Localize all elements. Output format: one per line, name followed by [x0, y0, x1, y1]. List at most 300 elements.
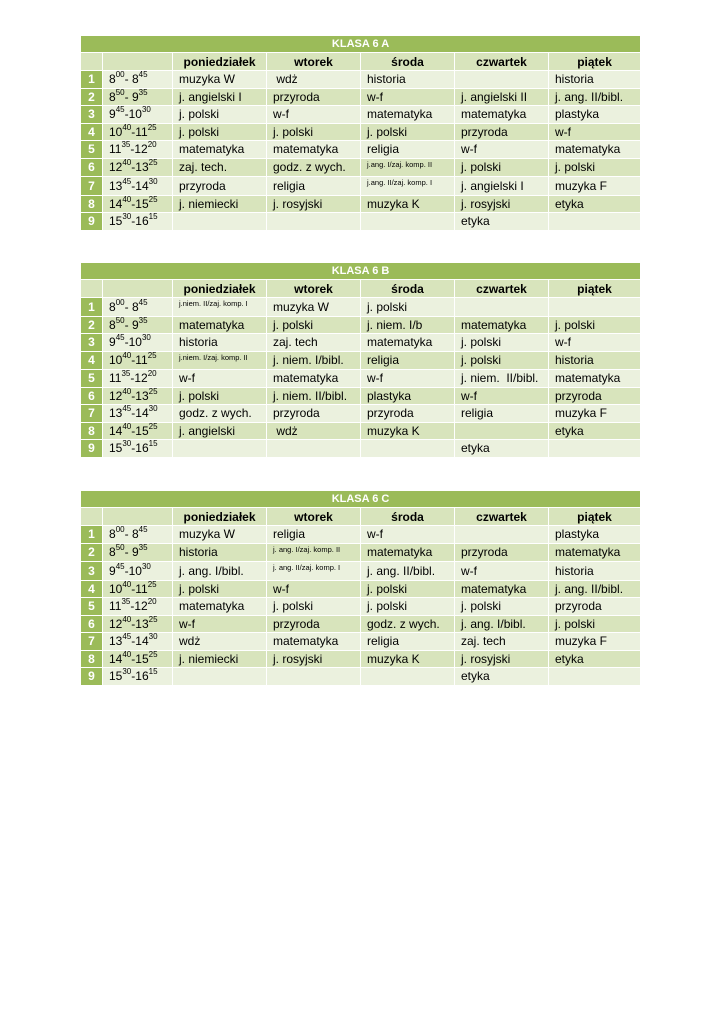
- class-title: KLASA 6 B: [81, 263, 641, 280]
- time-end-hour: 13: [135, 388, 149, 403]
- subject-cell: zaj. tech: [267, 334, 361, 352]
- subject-cell: religia: [267, 177, 361, 196]
- time-start-minute: 50: [115, 88, 125, 97]
- table-row: [81, 177, 641, 196]
- subject-cell: przyroda: [549, 387, 641, 405]
- time-end-minute: 30: [148, 176, 158, 186]
- time-end-minute: 15: [148, 439, 158, 449]
- time-separator: -: [131, 160, 136, 175]
- time-start-hour: 9: [109, 107, 116, 122]
- day-header: czwartek: [455, 280, 549, 298]
- subject-cell: j. polski: [455, 158, 549, 177]
- time-start-hour: 8: [109, 72, 116, 87]
- time-separator: -: [124, 335, 129, 350]
- time-start-minute: 45: [122, 176, 132, 186]
- lesson-number: 3: [81, 562, 103, 581]
- lesson-time: [103, 71, 173, 89]
- lesson-number: 6: [81, 615, 103, 633]
- subject-cell: j.ang. II/zaj. komp. I: [361, 177, 455, 196]
- time-start-hour: 15: [109, 441, 123, 456]
- subject-cell: przyroda: [173, 177, 267, 196]
- lesson-number: 1: [81, 298, 103, 317]
- lesson-number: 3: [81, 106, 103, 124]
- time-end-hour: 16: [135, 441, 149, 456]
- subject-cell: j. rosyjski: [267, 195, 361, 213]
- lesson-number: 4: [81, 351, 103, 370]
- subject-cell: plastyka: [549, 526, 641, 544]
- lesson-time: [103, 177, 173, 196]
- time-end-hour: 10: [128, 107, 142, 122]
- day-header: środa: [361, 280, 455, 298]
- subject-cell: wdż: [267, 71, 361, 89]
- lesson-time: [103, 298, 173, 317]
- time-start-minute: 40: [122, 422, 132, 431]
- subject-cell: etyka: [455, 213, 549, 231]
- subject-cell: [173, 440, 267, 458]
- subject-cell: etyka: [549, 650, 641, 668]
- time-separator: -: [124, 107, 129, 122]
- table-row: [81, 141, 641, 159]
- subject-cell: j. polski: [361, 298, 455, 317]
- time-start-minute: 00: [115, 70, 125, 80]
- time-separator: -: [131, 178, 136, 193]
- time-separator: -: [124, 317, 132, 332]
- subject-cell: muzyka K: [361, 422, 455, 440]
- subject-cell: j. polski: [361, 598, 455, 616]
- subject-cell: j. polski: [267, 316, 361, 334]
- time-end-hour: 8: [131, 527, 139, 542]
- day-header: piątek: [549, 280, 641, 298]
- lesson-time: [103, 370, 173, 388]
- time-separator: -: [131, 196, 136, 211]
- subject-cell: w-f: [267, 106, 361, 124]
- time-separator: -: [124, 545, 132, 560]
- table-row: [81, 633, 641, 651]
- subject-cell: j. angielski I: [455, 177, 549, 196]
- time-start-hour: 8: [109, 299, 116, 314]
- class-title-row: [81, 491, 641, 508]
- subject-cell: [549, 668, 641, 686]
- subject-cell: muzyka F: [549, 405, 641, 423]
- time-end-hour: 14: [135, 406, 149, 421]
- time-end-minute: 25: [148, 615, 158, 624]
- subject-cell: muzyka W: [173, 71, 267, 89]
- time-end-minute: 15: [148, 667, 158, 677]
- subject-cell: przyroda: [267, 405, 361, 423]
- subject-cell: historia: [549, 351, 641, 370]
- subject-cell: [455, 71, 549, 89]
- time-separator: -: [124, 527, 132, 542]
- lesson-number: 4: [81, 123, 103, 141]
- time-end-minute: 25: [147, 580, 157, 589]
- day-header: poniedziałek: [173, 53, 267, 71]
- lesson-number: 8: [81, 422, 103, 440]
- subject-cell: w-f: [361, 526, 455, 544]
- subject-cell: j. rosyjski: [455, 650, 549, 668]
- time-start-hour: 10: [109, 124, 123, 139]
- lesson-number: 9: [81, 213, 103, 231]
- subject-cell: j. ang. I/zaj. komp. II: [267, 543, 361, 562]
- lesson-number: 9: [81, 668, 103, 686]
- subject-cell: j. polski: [173, 387, 267, 405]
- time-start-minute: 40: [122, 387, 132, 396]
- time-start-hour: 10: [109, 581, 123, 596]
- lesson-number: 3: [81, 334, 103, 352]
- lesson-number: 5: [81, 370, 103, 388]
- day-header: wtorek: [267, 280, 361, 298]
- lesson-time: [103, 562, 173, 581]
- time-end-minute: 30: [141, 333, 151, 343]
- time-separator: -: [131, 441, 136, 456]
- lesson-time: [103, 195, 173, 213]
- subject-cell: j. polski: [173, 580, 267, 598]
- subject-cell: matematyka: [455, 106, 549, 124]
- subject-cell: [267, 213, 361, 231]
- subject-cell: j. polski: [455, 598, 549, 616]
- table-row: [81, 213, 641, 231]
- time-start-minute: 40: [122, 650, 132, 659]
- lesson-time: [103, 387, 173, 405]
- time-separator: -: [131, 634, 136, 649]
- lesson-number: 1: [81, 71, 103, 89]
- time-start-minute: 40: [122, 195, 132, 204]
- time-start-minute: 40: [122, 580, 132, 589]
- subject-cell: muzyka W: [173, 526, 267, 544]
- time-end-minute: 30: [141, 561, 151, 571]
- subject-cell: godz. z wych.: [173, 405, 267, 423]
- subject-cell: etyka: [549, 195, 641, 213]
- time-start-minute: 50: [115, 543, 125, 553]
- subject-cell: religia: [361, 141, 455, 159]
- day-header: wtorek: [267, 508, 361, 526]
- time-end-minute: 30: [141, 105, 151, 115]
- lesson-number: 6: [81, 158, 103, 177]
- time-start-hour: 9: [109, 335, 116, 350]
- time-end-hour: 8: [131, 72, 139, 87]
- time-end-hour: 8: [131, 299, 139, 314]
- subject-cell: w-f: [455, 387, 549, 405]
- subject-cell: [267, 440, 361, 458]
- subject-cell: historia: [549, 562, 641, 581]
- table-row: [81, 123, 641, 141]
- time-end-minute: 35: [138, 316, 148, 325]
- time-separator: -: [131, 651, 136, 666]
- subject-cell: j. niem. II/bibl.: [267, 387, 361, 405]
- table-row: [81, 543, 641, 562]
- lesson-time: [103, 351, 173, 370]
- time-start-minute: 35: [121, 597, 131, 607]
- time-start-hour: 11: [109, 371, 122, 386]
- table-row: [81, 106, 641, 124]
- time-separator: -: [124, 89, 132, 104]
- table-row: [81, 650, 641, 668]
- table-row: [81, 370, 641, 388]
- time-end-hour: 15: [135, 423, 149, 438]
- table-row: [81, 580, 641, 598]
- subject-cell: j. niem. I/b: [361, 316, 455, 334]
- time-end-minute: 35: [138, 88, 148, 97]
- time-separator: -: [131, 423, 136, 438]
- time-separator: -: [131, 406, 136, 421]
- lesson-number: 8: [81, 195, 103, 213]
- subject-cell: j.ang. I/zaj. komp. II: [361, 158, 455, 177]
- time-end-hour: 10: [128, 335, 142, 350]
- subject-cell: w-f: [361, 88, 455, 106]
- time-start-minute: 45: [115, 333, 125, 343]
- time-start-minute: 00: [115, 525, 125, 535]
- subject-cell: [549, 440, 641, 458]
- lesson-time: [103, 526, 173, 544]
- subject-cell: matematyka: [173, 316, 267, 334]
- time-start-minute: 35: [121, 369, 131, 379]
- lesson-time: [103, 334, 173, 352]
- day-header: wtorek: [267, 53, 361, 71]
- lesson-number: 4: [81, 580, 103, 598]
- time-start-hour: 11: [109, 142, 122, 157]
- lesson-time: [103, 141, 173, 159]
- subject-cell: matematyka: [455, 580, 549, 598]
- class-title-row: [81, 263, 641, 280]
- class-title: KLASA 6 A: [81, 36, 641, 53]
- time-end-minute: 30: [148, 632, 158, 642]
- subject-cell: przyroda: [361, 405, 455, 423]
- table-row: [81, 351, 641, 370]
- time-end-minute: 25: [148, 650, 158, 659]
- subject-cell: j. polski: [455, 351, 549, 370]
- subject-cell: [267, 668, 361, 686]
- subject-cell: religia: [455, 405, 549, 423]
- header-blank-time: [103, 280, 173, 298]
- lesson-time: [103, 158, 173, 177]
- subject-cell: [455, 526, 549, 544]
- day-header: środa: [361, 508, 455, 526]
- subject-cell: matematyka: [549, 543, 641, 562]
- time-start-minute: 45: [122, 632, 132, 642]
- subject-cell: j. polski: [549, 158, 641, 177]
- subject-cell: przyroda: [267, 88, 361, 106]
- time-end-minute: 25: [148, 422, 158, 431]
- subject-cell: w-f: [549, 123, 641, 141]
- lesson-time: [103, 668, 173, 686]
- lesson-number: 5: [81, 598, 103, 616]
- subject-cell: etyka: [549, 422, 641, 440]
- time-start-hour: 8: [109, 89, 116, 104]
- day-header: piątek: [549, 508, 641, 526]
- time-end-minute: 20: [147, 597, 157, 607]
- time-start-minute: 45: [122, 404, 132, 414]
- time-end-minute: 45: [138, 70, 148, 80]
- subject-cell: j. angielski: [173, 422, 267, 440]
- lesson-time: [103, 316, 173, 334]
- time-end-hour: 9: [131, 545, 139, 560]
- subject-cell: j. niemiecki: [173, 195, 267, 213]
- subject-cell: w-f: [267, 580, 361, 598]
- subject-cell: j.niem. II/zaj. komp. I: [173, 298, 267, 317]
- time-end-hour: 14: [135, 634, 149, 649]
- table-row: [81, 615, 641, 633]
- subject-cell: j. rosyjski: [267, 650, 361, 668]
- time-end-minute: 20: [147, 369, 157, 379]
- subject-cell: j. angielski I: [173, 88, 267, 106]
- subject-cell: j. angielski II: [455, 88, 549, 106]
- time-start-hour: 14: [109, 196, 123, 211]
- time-end-hour: 11: [135, 124, 148, 139]
- time-separator: -: [131, 353, 136, 368]
- time-start-hour: 15: [109, 214, 123, 229]
- lesson-time: [103, 580, 173, 598]
- time-start-minute: 30: [122, 439, 132, 449]
- subject-cell: muzyka F: [549, 177, 641, 196]
- day-header-row: [81, 53, 641, 71]
- schedule-table-3: [80, 490, 641, 686]
- lesson-time: [103, 633, 173, 651]
- time-start-minute: 40: [122, 615, 132, 624]
- time-start-hour: 14: [109, 423, 123, 438]
- time-start-minute: 30: [122, 667, 132, 677]
- subject-cell: j. polski: [549, 615, 641, 633]
- lesson-number: 5: [81, 141, 103, 159]
- time-start-hour: 12: [109, 160, 123, 175]
- time-end-hour: 16: [135, 669, 149, 684]
- subject-cell: [549, 298, 641, 317]
- subject-cell: j. niem. II/bibl.: [455, 370, 549, 388]
- subject-cell: etyka: [455, 668, 549, 686]
- subject-cell: j. polski: [361, 123, 455, 141]
- subject-cell: religia: [361, 633, 455, 651]
- lesson-time: [103, 598, 173, 616]
- time-start-hour: 12: [109, 616, 123, 631]
- subject-cell: godz. z wych.: [361, 615, 455, 633]
- day-header: czwartek: [455, 508, 549, 526]
- subject-cell: [361, 213, 455, 231]
- time-start-minute: 40: [122, 158, 132, 168]
- lesson-time: [103, 88, 173, 106]
- subject-cell: przyroda: [549, 598, 641, 616]
- lesson-number: 2: [81, 316, 103, 334]
- time-end-minute: 20: [147, 140, 157, 150]
- lesson-time: [103, 650, 173, 668]
- time-separator: -: [124, 563, 129, 578]
- table-row: [81, 387, 641, 405]
- time-start-minute: 40: [122, 123, 132, 132]
- time-separator: -: [131, 669, 136, 684]
- subject-cell: religia: [267, 526, 361, 544]
- time-start-hour: 13: [109, 178, 123, 193]
- subject-cell: matematyka: [267, 633, 361, 651]
- day-header: czwartek: [455, 53, 549, 71]
- time-separator: -: [130, 371, 135, 386]
- lesson-time: [103, 123, 173, 141]
- time-separator: -: [124, 72, 132, 87]
- table-row: [81, 158, 641, 177]
- subject-cell: [173, 668, 267, 686]
- lesson-time: [103, 543, 173, 562]
- schedule-table-1: [80, 35, 641, 231]
- time-end-hour: 12: [134, 142, 148, 157]
- table-row: [81, 316, 641, 334]
- time-start-hour: 15: [109, 669, 123, 684]
- time-end-hour: 15: [135, 651, 149, 666]
- subject-cell: muzyka K: [361, 650, 455, 668]
- lesson-time: [103, 213, 173, 231]
- subject-cell: j. ang. II/bibl.: [549, 88, 641, 106]
- header-blank-time: [103, 508, 173, 526]
- subject-cell: j. polski: [455, 334, 549, 352]
- time-separator: -: [131, 214, 136, 229]
- subject-cell: w-f: [455, 562, 549, 581]
- subject-cell: j.niem. I/zaj. komp. II: [173, 351, 267, 370]
- subject-cell: zaj. tech: [455, 633, 549, 651]
- day-header: środa: [361, 53, 455, 71]
- lesson-time: [103, 405, 173, 423]
- subject-cell: matematyka: [455, 316, 549, 334]
- lesson-number: 1: [81, 526, 103, 544]
- subject-cell: j. niemiecki: [173, 650, 267, 668]
- time-start-hour: 8: [109, 317, 116, 332]
- time-end-minute: 25: [148, 387, 158, 396]
- time-start-minute: 30: [122, 212, 132, 222]
- table-row: [81, 71, 641, 89]
- subject-cell: historia: [549, 71, 641, 89]
- time-end-hour: 11: [135, 353, 148, 368]
- subject-cell: w-f: [173, 615, 267, 633]
- subject-cell: plastyka: [549, 106, 641, 124]
- time-end-minute: 25: [147, 351, 157, 361]
- time-end-hour: 9: [131, 317, 139, 332]
- time-end-minute: 45: [138, 525, 148, 535]
- lesson-number: 7: [81, 405, 103, 423]
- schedule-table-2: [80, 262, 641, 458]
- day-header: poniedziałek: [173, 508, 267, 526]
- time-separator: -: [131, 616, 136, 631]
- time-end-hour: 14: [135, 178, 149, 193]
- subject-cell: historia: [173, 543, 267, 562]
- subject-cell: godz. z wych.: [267, 158, 361, 177]
- table-row: [81, 88, 641, 106]
- time-start-minute: 40: [122, 351, 132, 361]
- time-end-hour: 12: [134, 371, 148, 386]
- day-header-row: [81, 508, 641, 526]
- subject-cell: wdż: [267, 422, 361, 440]
- header-blank-num: [81, 508, 103, 526]
- time-start-hour: 13: [109, 634, 123, 649]
- time-separator: -: [131, 388, 136, 403]
- time-start-minute: 45: [115, 105, 125, 115]
- subject-cell: przyroda: [455, 123, 549, 141]
- day-header: piątek: [549, 53, 641, 71]
- time-end-hour: 16: [135, 214, 149, 229]
- table-row: [81, 562, 641, 581]
- time-end-minute: 25: [148, 158, 158, 168]
- time-end-minute: 25: [148, 195, 158, 204]
- time-end-minute: 30: [148, 404, 158, 414]
- time-end-hour: 15: [135, 196, 149, 211]
- lesson-number: 8: [81, 650, 103, 668]
- time-start-hour: 10: [109, 353, 123, 368]
- subject-cell: j. polski: [361, 580, 455, 598]
- subject-cell: muzyka F: [549, 633, 641, 651]
- time-end-hour: 9: [131, 89, 139, 104]
- subject-cell: matematyka: [361, 334, 455, 352]
- time-end-hour: 11: [135, 581, 148, 596]
- subject-cell: j. ang. II/bibl.: [549, 580, 641, 598]
- subject-cell: j. ang. I/bibl.: [455, 615, 549, 633]
- subject-cell: j. polski: [267, 598, 361, 616]
- subject-cell: przyroda: [455, 543, 549, 562]
- subject-cell: przyroda: [267, 615, 361, 633]
- subject-cell: matematyka: [267, 370, 361, 388]
- header-blank-num: [81, 53, 103, 71]
